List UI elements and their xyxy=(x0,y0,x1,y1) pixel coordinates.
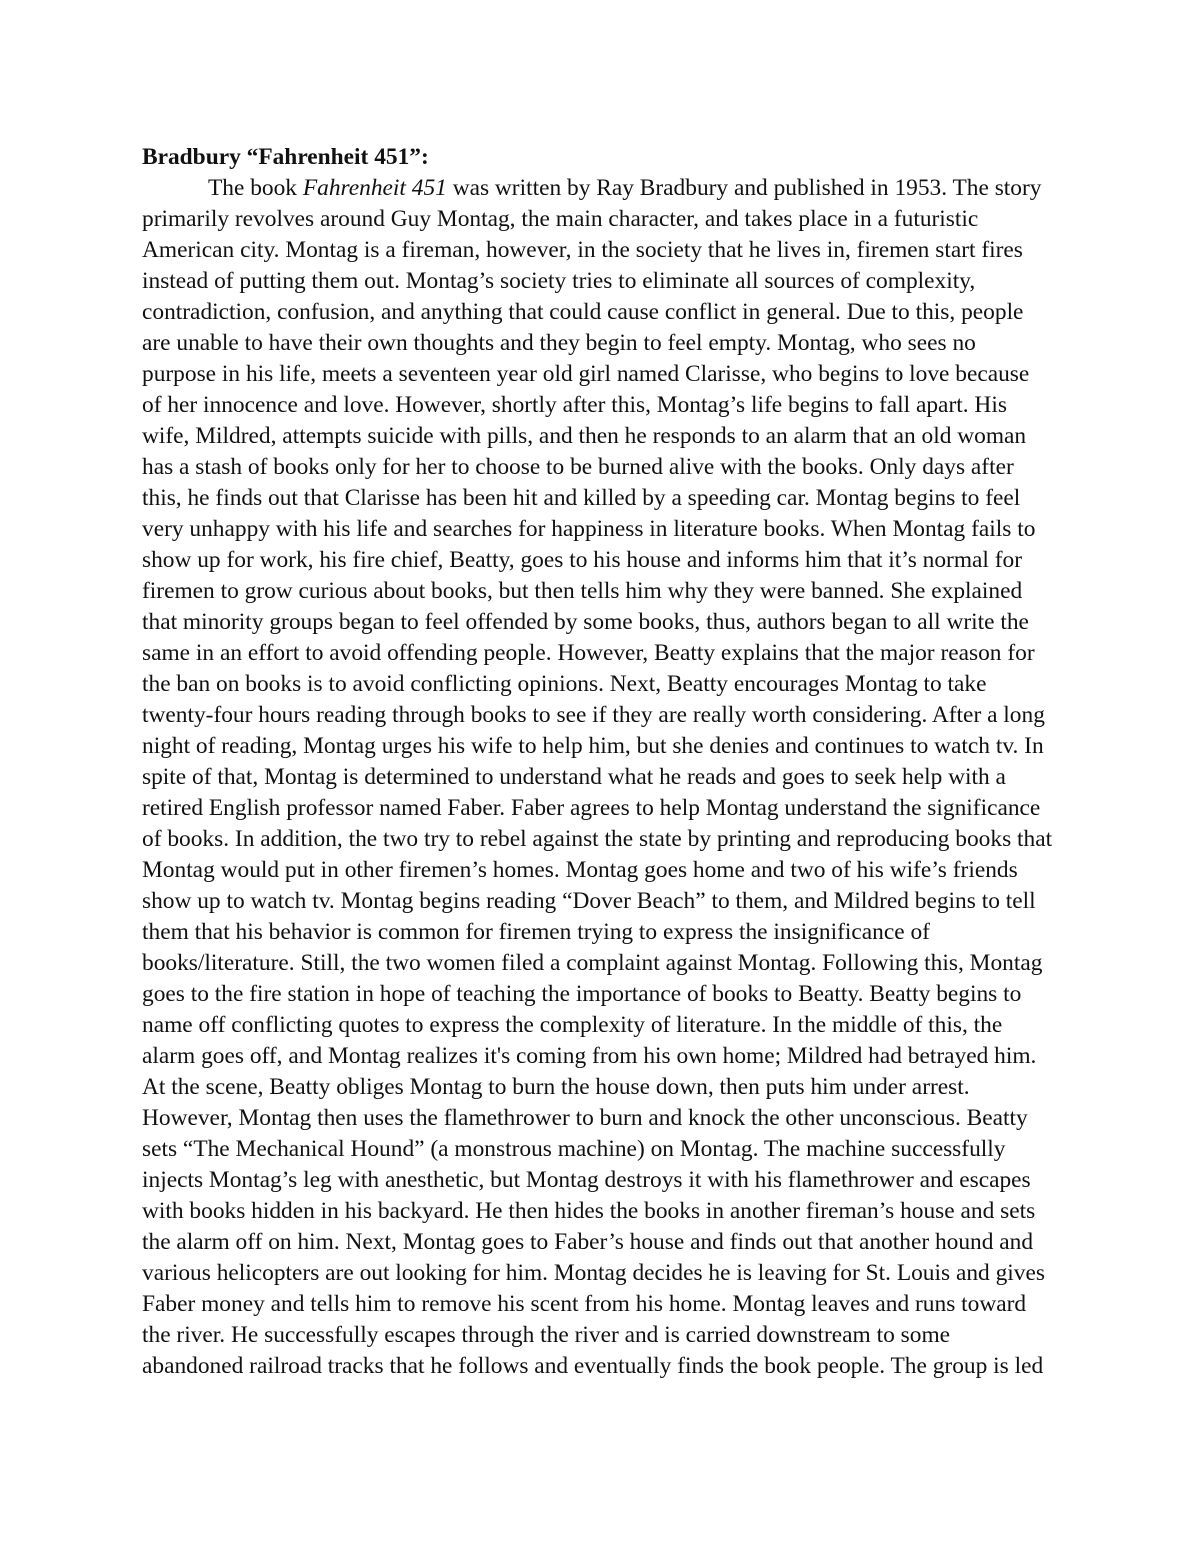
paragraph-line: However, Montag then uses the flamethrower to burn and knock the other unconscious. Beatty xyxy=(142,1105,1028,1131)
paragraph-line: instead of putting them out. Montag’s society tries to eliminate all sources of complexity, xyxy=(142,268,976,294)
paragraph-line: goes to the fire station in hope of teaching the importance of books to Beatty. Beatty begins to xyxy=(142,981,1022,1007)
paragraph-first-line xyxy=(142,173,1142,204)
paragraph-line: Faber money and tells him to remove his scent from his home. Montag leaves and runs toward xyxy=(142,1291,1027,1317)
paragraph-line: has a stash of books only for her to choose to be burned alive with the books. Only days after xyxy=(142,454,1014,480)
paragraph-line: of books. In addition, the two try to rebel against the state by printing and reproducing books that xyxy=(142,826,1053,852)
paragraph-line: wife, Mildred, attempts suicide with pills, and then he responds to an alarm that an old woman xyxy=(142,423,1027,449)
paragraph-line: American city. Montag is a fireman, however, in the society that he lives in, firemen start fires xyxy=(142,237,1023,263)
paragraph-line: the alarm off on him. Next, Montag goes to Faber’s house and finds out that another hound and xyxy=(142,1229,1034,1255)
paragraph-line: show up to watch tv. Montag begins reading “Dover Beach” to them, and Mildred begins to tell xyxy=(142,888,1036,914)
paragraph-line: night of reading, Montag urges his wife to help him, but she denies and continues to watch tv. In xyxy=(142,733,1044,759)
paragraph-line: name off conflicting quotes to express the complexity of literature. In the middle of this, the xyxy=(142,1012,1003,1038)
paragraph-line: twenty-four hours reading through books to see if they are really worth considering. After a long xyxy=(142,702,1045,728)
paragraph-line: of her innocence and love. However, shortly after this, Montag’s life begins to fall apart. His xyxy=(142,392,1007,418)
book-title-italic: Fahrenheit 451 xyxy=(302,175,447,201)
paragraph-line: very unhappy with his life and searches for happiness in literature books. When Montag fails to xyxy=(142,516,1036,542)
paragraph-line: same in an effort to avoid offending people. However, Beatty explains that the major reason for xyxy=(142,640,1035,666)
paragraph-line: books/literature. Still, the two women filed a complaint against Montag. Following this, Montag xyxy=(142,950,1043,976)
paragraph-line: alarm goes off, and Montag realizes it's coming from his own home; Mildred had betrayed him. xyxy=(142,1043,1037,1069)
paragraph-line: contradiction, confusion, and anything that could cause conflict in general. Due to this, people xyxy=(142,299,1024,325)
document-body xyxy=(142,142,1142,1382)
paragraph-line: At the scene, Beatty obliges Montag to burn the house down, then puts him under arrest. xyxy=(142,1074,970,1100)
paragraph-line: that minority groups began to feel offended by some books, thus, authors began to all write the xyxy=(142,609,1029,635)
paragraph-line: show up for work, his fire chief, Beatty, goes to his house and informs him that it’s normal for xyxy=(142,547,1023,573)
paragraph-line: Montag would put in other firemen’s homes. Montag goes home and two of his wife’s friends xyxy=(142,857,1018,883)
paragraph-line: spite of that, Montag is determined to understand what he reads and goes to seek help with a xyxy=(142,764,1006,790)
paragraph-line: are unable to have their own thoughts and they begin to feel empty. Montag, who sees no xyxy=(142,330,976,356)
first-line-text-before: The book xyxy=(208,175,303,201)
paragraph-line: various helicopters are out looking for him. Montag decides he is leaving for St. Louis and gives xyxy=(142,1260,1045,1286)
paragraph-line: the ban on books is to avoid conflicting opinions. Next, Beatty encourages Montag to take xyxy=(142,671,987,697)
paragraph-line: retired English professor named Faber. Faber agrees to help Montag understand the significance xyxy=(142,795,1041,821)
paragraph-line: primarily revolves around Guy Montag, the main character, and takes place in a futuristic xyxy=(142,206,979,232)
paragraph-line: them that his behavior is common for firemen trying to express the insignificance of xyxy=(142,919,930,945)
paragraph-line: sets “The Mechanical Hound” (a monstrous machine) on Montag. The machine successfully xyxy=(142,1136,1006,1162)
paragraph-line: abandoned railroad tracks that he follows and eventually finds the book people. The group is led xyxy=(142,1353,1044,1379)
paragraph-line: the river. He successfully escapes through the river and is carried downstream to some xyxy=(142,1322,951,1348)
paragraph-line: purpose in his life, meets a seventeen year old girl named Clarisse, who begins to love because xyxy=(142,361,1030,387)
document-title: Bradbury “Fahrenheit 451”: xyxy=(142,144,429,170)
first-line-text-after: was written by Ray Bradbury and published in 1953. The story xyxy=(446,175,1042,201)
paragraph-line: injects Montag’s leg with anesthetic, but Montag destroys it with his flamethrower and escapes xyxy=(142,1167,1031,1193)
paragraph-line: with books hidden in his backyard. He then hides the books in another fireman’s house and sets xyxy=(142,1198,1036,1224)
paragraph-line: this, he finds out that Clarisse has been hit and killed by a speeding car. Montag begins to feel xyxy=(142,485,1021,511)
paragraph-line: firemen to grow curious about books, but then tells him why they were banned. She explained xyxy=(142,578,1023,604)
